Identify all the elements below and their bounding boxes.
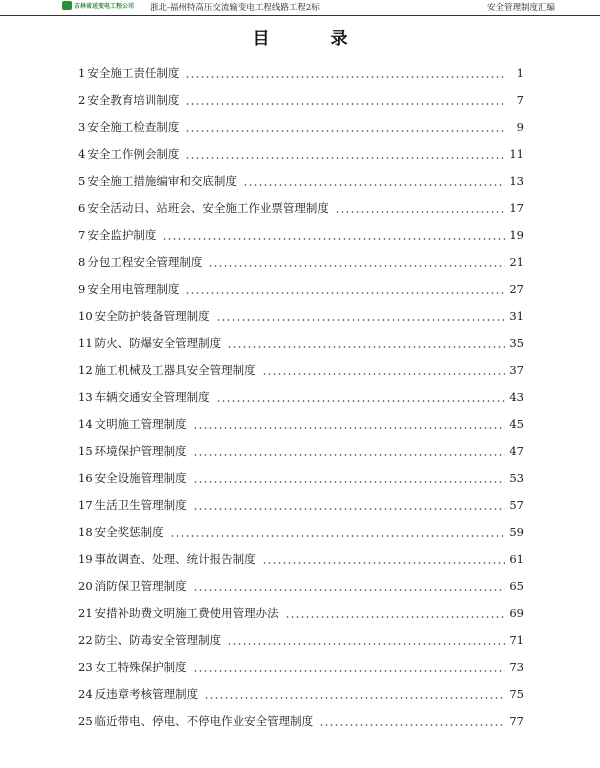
toc-number: 11 (78, 336, 93, 350)
toc-number: 16 (78, 471, 93, 485)
toc-entry[interactable] (78, 604, 524, 622)
toc-leader (185, 292, 505, 294)
toc-entry[interactable] (78, 523, 524, 541)
toc-text: 环境保护管理制度 (94, 444, 187, 458)
toc-page-number: 47 (509, 444, 524, 458)
toc-text: 分包工程安全管理制度 (87, 255, 203, 269)
toc-entry[interactable] (78, 226, 524, 244)
toc-text: 文明施工管理制度 (94, 417, 187, 431)
toc-page-number: 65 (509, 579, 524, 593)
toc-leader (204, 697, 505, 699)
toc-number: 21 (78, 606, 93, 620)
toc-text: 安全用电管理制度 (87, 282, 180, 296)
toc-number: 6 (78, 201, 86, 215)
toc-text: 安全活动日、站班会、安全施工作业票管理制度 (87, 201, 329, 215)
toc-leader (193, 454, 506, 456)
toc-entry[interactable] (78, 577, 524, 595)
toc-number: 13 (78, 390, 93, 404)
toc-number: 24 (78, 687, 93, 701)
toc-entry[interactable] (78, 361, 524, 379)
toc-text: 安全施工责任制度 (87, 66, 180, 80)
header-project-name: 浙北-福州特高压交流输变电工程线路工程2标 (150, 3, 320, 13)
toc-page-number: 35 (509, 336, 524, 350)
toc-text: 安措补助费文明施工费使用管理办法 (94, 606, 279, 620)
toc-number: 4 (78, 147, 86, 161)
toc-text: 安全教育培训制度 (87, 93, 180, 107)
toc-leader (319, 724, 505, 726)
toc-page-number: 71 (509, 633, 524, 647)
toc-text: 女工特殊保护制度 (94, 660, 187, 674)
toc-page-number: 31 (509, 309, 524, 323)
toc-entry[interactable] (78, 91, 524, 109)
toc-number: 9 (78, 282, 86, 296)
page-header (0, 0, 600, 16)
toc-leader (185, 130, 506, 132)
toc-text: 安全施工措施编审和交底制度 (87, 174, 237, 188)
toc-entry[interactable] (78, 550, 524, 568)
toc-number: 14 (78, 417, 93, 431)
toc-leader (193, 508, 506, 510)
toc-leader (185, 76, 506, 78)
toc-page-number: 59 (509, 525, 524, 539)
toc-text: 车辆交通安全管理制度 (94, 390, 210, 404)
toc-entry[interactable] (78, 253, 524, 271)
toc-page-number: 21 (509, 255, 524, 269)
toc-page-number: 69 (509, 606, 524, 620)
toc-number: 10 (78, 309, 93, 323)
toc-leader (170, 535, 506, 537)
toc-page-number: 45 (509, 417, 524, 431)
toc-text: 消防保卫管理制度 (94, 579, 187, 593)
toc-entry[interactable] (78, 469, 524, 487)
toc-page-number: 75 (509, 687, 524, 701)
toc-entry[interactable] (78, 658, 524, 676)
toc-number: 18 (78, 525, 93, 539)
toc-text: 安全工作例会制度 (87, 147, 180, 161)
toc-page-number: 17 (509, 201, 524, 215)
toc-leader (185, 103, 506, 105)
toc-entry[interactable] (78, 415, 524, 433)
toc-entry[interactable] (78, 145, 524, 163)
toc-page-number: 27 (509, 282, 524, 296)
header-document-name: 安全管理制度汇编 (486, 3, 555, 13)
toc-number: 3 (78, 120, 86, 134)
toc-entry[interactable] (78, 64, 524, 82)
toc-entry[interactable] (78, 199, 524, 217)
toc-leader (193, 481, 506, 483)
toc-entry[interactable] (78, 334, 524, 352)
toc-number: 19 (78, 552, 93, 566)
toc-text: 施工机械及工器具安全管理制度 (94, 363, 256, 377)
toc-entry[interactable] (78, 496, 524, 514)
toc-leader (185, 157, 505, 159)
toc-text: 安全监护制度 (87, 228, 157, 242)
toc-text: 生活卫生管理制度 (94, 498, 187, 512)
toc-number: 8 (78, 255, 86, 269)
toc-page-number: 53 (509, 471, 524, 485)
logo-text: 吉林省送变电工程公司 (74, 3, 135, 10)
toc-leader (227, 346, 505, 348)
toc-text: 事故调查、处理、统计报告制度 (94, 552, 256, 566)
toc-page-number: 43 (509, 390, 524, 404)
toc-number: 1 (78, 66, 86, 80)
toc-page-number: 61 (509, 552, 524, 566)
toc-leader (162, 238, 505, 240)
toc-entry[interactable] (78, 118, 524, 136)
toc-page-number: 57 (509, 498, 524, 512)
toc-entry[interactable] (78, 442, 524, 460)
toc-number: 12 (78, 363, 93, 377)
toc-page-number: 1 (516, 66, 524, 80)
toc-text: 安全奖惩制度 (94, 525, 164, 539)
toc-number: 23 (78, 660, 93, 674)
toc-leader (208, 265, 505, 267)
toc-leader (262, 562, 506, 564)
toc-entry[interactable] (78, 712, 524, 730)
toc-leader (227, 643, 505, 645)
toc-number: 15 (78, 444, 93, 458)
toc-number: 5 (78, 174, 86, 188)
toc-leader (216, 400, 506, 402)
toc-page-number: 77 (509, 714, 524, 728)
toc-leader (193, 670, 506, 672)
toc-page-number: 73 (509, 660, 524, 674)
toc-leader (243, 184, 506, 186)
toc-entry[interactable] (78, 388, 524, 406)
toc-page-number: 37 (509, 363, 524, 377)
toc-leader (193, 589, 506, 591)
toc-leader (335, 211, 506, 213)
toc-title: 目 录 (252, 29, 370, 49)
toc-entry[interactable] (78, 280, 524, 298)
toc-text: 临近带电、停电、不停电作业安全管理制度 (94, 714, 314, 728)
logo-icon (62, 1, 72, 10)
toc-number: 25 (78, 714, 93, 728)
toc-leader (216, 319, 506, 321)
toc-leader (262, 373, 506, 375)
toc-number: 7 (78, 228, 86, 242)
toc-text: 反违章考核管理制度 (94, 687, 199, 701)
toc-page-number: 19 (509, 228, 524, 242)
toc-number: 17 (78, 498, 93, 512)
toc-number: 2 (78, 93, 86, 107)
toc-entry[interactable] (78, 631, 524, 649)
toc-entry[interactable] (78, 685, 524, 703)
toc-text: 防火、防爆安全管理制度 (94, 336, 222, 350)
toc-number: 22 (78, 633, 93, 647)
toc-text: 安全防护装备管理制度 (94, 309, 210, 323)
toc-text: 安全设施管理制度 (94, 471, 187, 485)
toc-page-number: 9 (516, 120, 524, 134)
toc-leader (193, 427, 506, 429)
company-logo (62, 0, 144, 11)
toc-text: 安全施工检查制度 (87, 120, 180, 134)
toc-page-number: 7 (516, 93, 524, 107)
toc-entry[interactable] (78, 307, 524, 325)
toc-entry[interactable] (78, 172, 524, 190)
toc-page-number: 13 (509, 174, 524, 188)
toc-page-number: 11 (509, 147, 524, 161)
toc-text: 防尘、防毒安全管理制度 (94, 633, 222, 647)
toc-leader (285, 616, 506, 618)
toc-number: 20 (78, 579, 93, 593)
